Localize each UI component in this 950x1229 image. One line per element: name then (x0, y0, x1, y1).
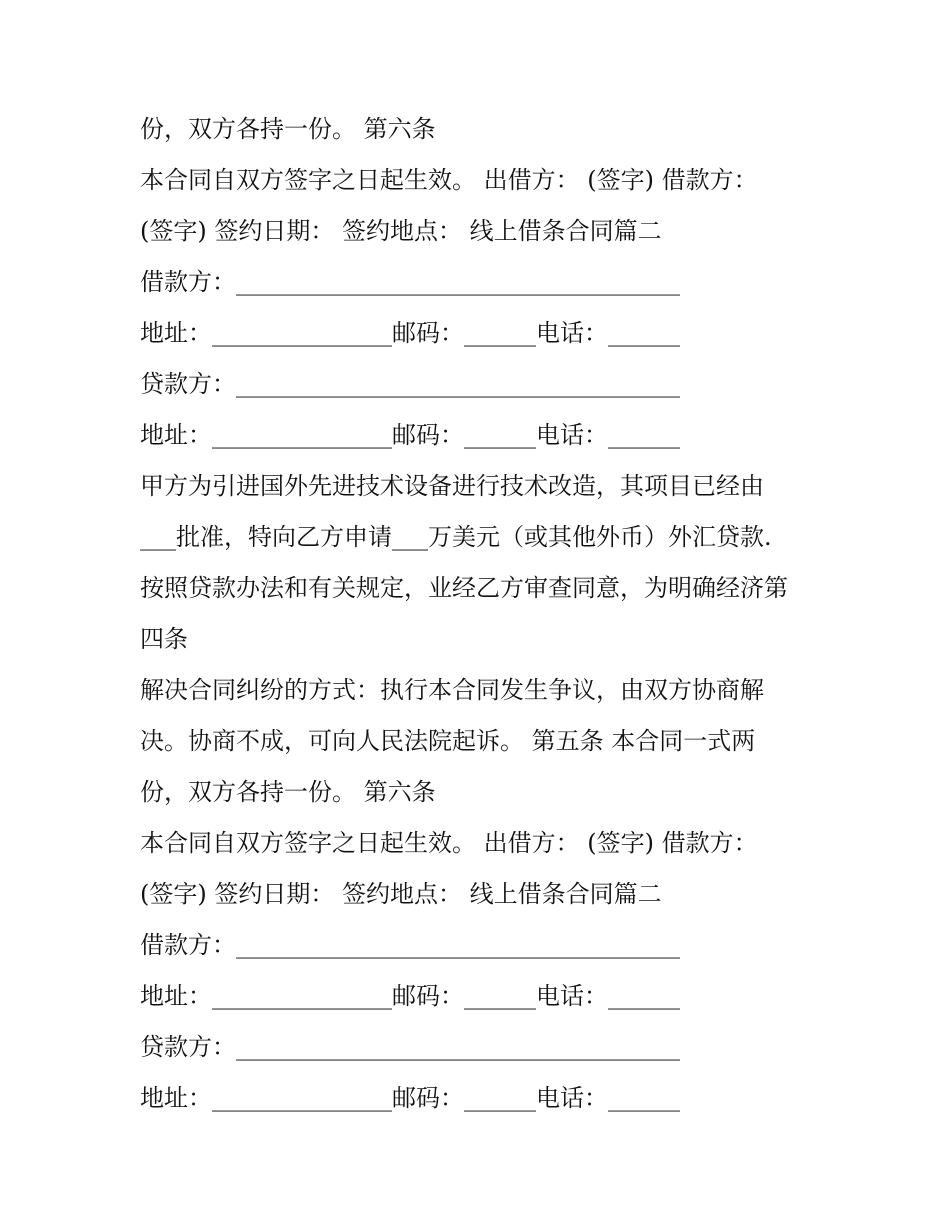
text-line: (签字) 签约日期： 签约地点： 线上借条合同篇二 (140, 217, 662, 245)
text-line: (签字) 签约日期： 签约地点： 线上借条合同篇二 (140, 880, 662, 908)
text-line: 贷款方：_____________________________________ (140, 1033, 680, 1061)
text-line: 本合同自双方签字之日起生效。 出借方： (签字) 借款方： (140, 166, 758, 194)
text-line: 借款方：_____________________________________ (140, 931, 680, 959)
text-line: 地址：_______________邮码：______电话：______ (140, 421, 680, 449)
text-line: 份，双方各持一份。 第六条 (140, 115, 436, 143)
text-line: 地址：_______________邮码：______电话：______ (140, 1084, 680, 1112)
text-line: 按照贷款办法和有关规定，业经乙方审查同意，为明确经济第 (140, 574, 788, 602)
text-line: 份，双方各持一份。 第六条 (140, 778, 436, 806)
text-line: 解决合同纠纷的方式：执行本合同发生争议，由双方协商解 (140, 676, 764, 704)
text-line: 贷款方：_____________________________________ (140, 370, 680, 398)
text-line: ___批准，特向乙方申请___万美元（或其他外币）外汇贷款. (140, 523, 772, 551)
text-line: 借款方：_____________________________________ (140, 268, 680, 296)
text-line: 甲方为引进国外先进技术设备进行技术改造，其项目已经由 (140, 472, 764, 500)
text-line: 地址：_______________邮码：______电话：______ (140, 319, 680, 347)
text-line: 地址：_______________邮码：______电话：______ (140, 982, 680, 1010)
text-line: 决。协商不成，可向人民法院起诉。 第五条 本合同一式两 (140, 727, 756, 755)
document-body (140, 104, 820, 1124)
text-line: 本合同自双方签字之日起生效。 出借方： (签字) 借款方： (140, 829, 758, 857)
text-line: 四条 (140, 625, 188, 653)
